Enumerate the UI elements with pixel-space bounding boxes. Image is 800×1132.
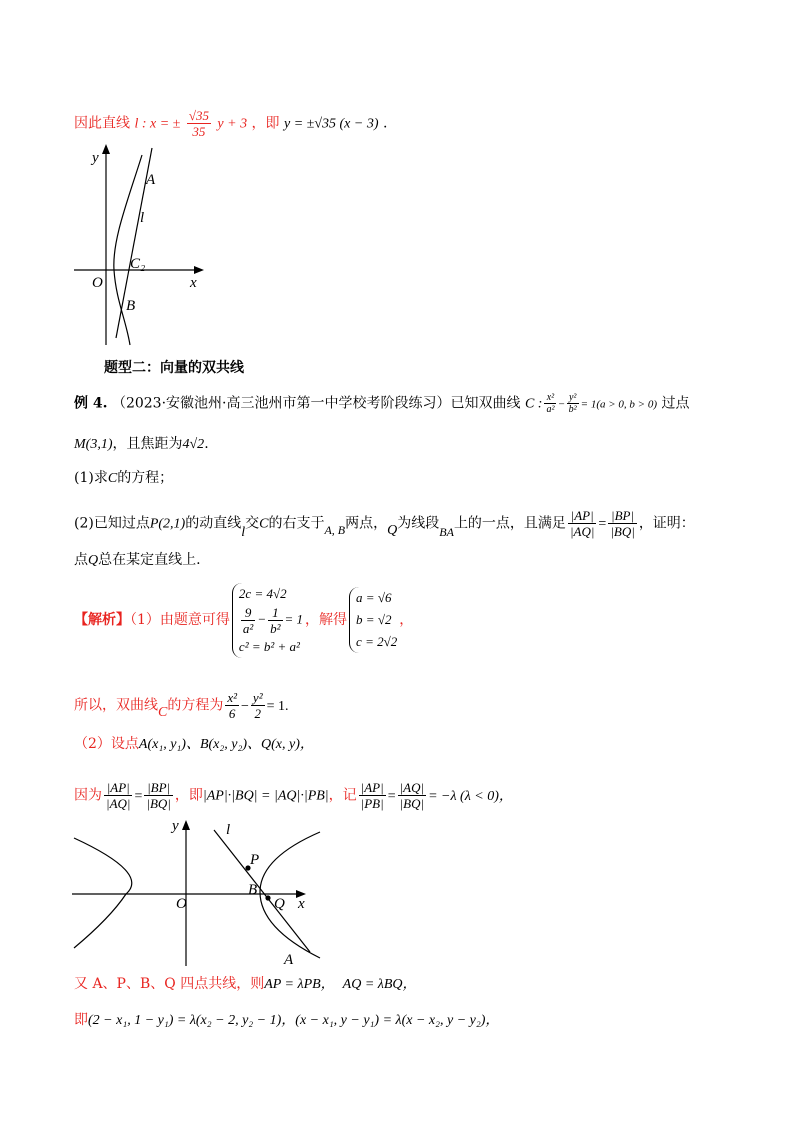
text: 两点， <box>345 515 388 532</box>
point-M: M(3,1) <box>74 437 113 452</box>
equation <box>223 690 289 721</box>
label-B: B <box>126 298 136 314</box>
equation: (x − x₁, y − y₁) = λ(x − x₂, y − y₂)， <box>295 1013 500 1028</box>
text: 因此直线 <box>74 115 130 132</box>
equation: (2 − x₁, 1 − y₁) = λ(x₂ − 2, y₂ − 1)， <box>88 1013 296 1028</box>
text: ，即 <box>251 115 280 132</box>
example-label: 例 4. <box>74 395 108 412</box>
numerator: |AP| <box>568 508 596 524</box>
var: Q <box>88 553 99 568</box>
condition: = 1(a > 0, b > 0) <box>580 398 658 411</box>
text: (1)求 <box>74 470 108 486</box>
hyperbola-branch <box>114 155 145 345</box>
text: （2）设点 <box>74 736 139 752</box>
var: A, B <box>324 522 346 537</box>
numerator: 9 <box>241 605 255 621</box>
fraction <box>359 780 386 811</box>
figure-hyperbola-line <box>70 818 330 968</box>
fraction <box>544 392 556 415</box>
text: （1）由题意可得 <box>130 612 230 628</box>
text: 因为 <box>74 787 102 804</box>
section-title: 题型二：向量的双共线 <box>104 360 244 376</box>
text: (2)已知过点 <box>74 515 150 532</box>
var: C <box>107 471 118 486</box>
text: （2023·安徽池州·高三池州市第一中学校考阶段练习）已知双曲线 <box>111 395 521 412</box>
denominator: |PB| <box>360 796 384 811</box>
denominator: |AQ| <box>569 524 595 539</box>
denominator: 6 <box>228 706 236 721</box>
system-of-equations <box>232 583 303 658</box>
text: ，即 <box>174 787 203 804</box>
denominator: 35 <box>192 124 206 139</box>
text: 交 <box>245 515 260 532</box>
numerator: 1 <box>268 605 282 621</box>
text: ， <box>399 612 414 628</box>
operator: − <box>241 698 249 714</box>
text: 上的一点，且满足 <box>453 515 566 532</box>
text: 为线段 <box>397 515 440 532</box>
x-axis-arrow <box>194 266 204 274</box>
operator: = <box>134 788 143 804</box>
fraction <box>568 508 596 539</box>
text: 的动直线 <box>185 515 242 532</box>
text: 过点 <box>661 395 690 412</box>
fraction <box>567 392 579 415</box>
solution-result <box>74 690 289 721</box>
label-l: l <box>226 822 231 838</box>
numerator: x² <box>227 690 238 705</box>
condition: = −λ (λ < 0)， <box>428 788 513 804</box>
text: ，且焦距为 <box>112 436 183 452</box>
denominator: |AQ| <box>106 796 131 811</box>
fraction <box>398 780 426 811</box>
equation: y = ±√35 (x − 3) <box>283 116 379 132</box>
label-O: O <box>92 275 103 291</box>
example-line-1 <box>74 392 689 415</box>
y-axis-arrow <box>182 820 190 830</box>
fraction <box>251 690 265 721</box>
text: 即 <box>74 1012 88 1028</box>
points: A(x₁, y₁)、B(x₂, y₂)、Q(x, y)， <box>138 737 314 752</box>
text: 又 A、P、B、Q 四点共线，则 <box>74 976 265 992</box>
label-A: A <box>146 172 156 188</box>
denominator: 2 <box>254 706 261 721</box>
fraction <box>608 508 636 539</box>
equation: c = 2√2 <box>356 634 398 649</box>
label-C2: C₂ <box>130 256 146 272</box>
numerator: |AP| <box>104 780 132 796</box>
numerator: |BP| <box>144 780 172 796</box>
solution-part-2 <box>74 734 314 755</box>
text: 总在某定直线上. <box>98 552 201 568</box>
denominator: |BQ| <box>610 524 635 539</box>
operator: = <box>598 516 607 532</box>
question-1 <box>74 468 173 489</box>
denominator: b² <box>270 620 281 636</box>
fraction <box>268 605 282 636</box>
denominator: a² <box>242 620 254 636</box>
numerator: |AP| <box>360 780 384 795</box>
vector-equation: AP = λPB， <box>264 977 335 992</box>
solution-part-1 <box>74 582 413 658</box>
label-x: x <box>298 896 305 912</box>
text: 的方程； <box>117 470 174 486</box>
operator: = 1. <box>266 698 289 714</box>
label-O: O <box>176 896 187 912</box>
fraction <box>241 605 255 636</box>
equation: 2c = 4√2 <box>238 585 287 601</box>
var: BA <box>439 524 454 539</box>
numerator: |AQ| <box>399 780 425 795</box>
text: ，记 <box>328 787 357 804</box>
denominator: a² <box>546 404 555 415</box>
equation: c² = b² + a² <box>238 638 300 654</box>
equation: a = √6 <box>356 590 392 605</box>
equation <box>239 605 303 636</box>
var: Q <box>387 522 398 538</box>
text: 的右支于 <box>268 515 325 532</box>
equation <box>357 780 513 811</box>
line-l <box>214 830 310 952</box>
question-2 <box>74 508 695 539</box>
text: 的方程为 <box>167 697 224 714</box>
text: 所以，双曲线 <box>74 697 158 714</box>
fraction <box>104 780 132 811</box>
equation: b = √2 <box>356 612 392 627</box>
text: 点 <box>74 552 88 568</box>
label-l: l <box>140 210 145 226</box>
text: ，解得 <box>305 612 348 628</box>
curve-name: C : <box>524 396 543 412</box>
hyperbola-right-branch <box>260 832 320 958</box>
solution-collinear <box>74 974 417 995</box>
var: C <box>259 516 269 532</box>
equation-part: l : x = ± <box>134 116 181 132</box>
equation <box>102 780 175 811</box>
line-conclusion <box>74 108 387 139</box>
operator: − <box>558 398 565 411</box>
numerator: x² <box>544 392 556 404</box>
equation: |AP|·|BQ| = |AQ|·|PB| <box>202 788 329 804</box>
denominator: |BQ| <box>399 796 425 811</box>
example-line-2 <box>74 434 209 455</box>
fraction <box>225 690 239 721</box>
solution-tag: 【解析】 <box>74 612 130 628</box>
equation-part: y + 3 <box>217 116 248 132</box>
fraction <box>144 780 172 811</box>
var: l <box>241 524 246 540</box>
label-P: P <box>250 852 260 868</box>
label-Q: Q <box>274 896 285 912</box>
solution-system <box>349 587 397 653</box>
numerator: y² <box>252 690 263 705</box>
operator: − <box>257 610 267 626</box>
text: ，证明： <box>638 515 695 532</box>
text: . <box>204 436 209 452</box>
figure-hyperbola-branch <box>70 140 210 350</box>
numerator: y² <box>567 392 579 404</box>
operator: = 1 <box>284 610 304 626</box>
label-B: B <box>248 882 258 898</box>
denominator: |BQ| <box>146 796 171 811</box>
question-2-cont <box>74 550 201 571</box>
solution-ratio <box>74 780 513 811</box>
label-A: A <box>284 952 294 968</box>
point-P: P(2,1) <box>149 516 186 532</box>
solution-coordinates <box>74 1010 499 1031</box>
numerator: √35 <box>188 108 209 123</box>
vector-equation: AQ = λBQ， <box>342 977 417 992</box>
denominator: b² <box>568 404 577 415</box>
label-y: y <box>92 150 99 166</box>
label-x: x <box>190 275 197 291</box>
numerator: |BP| <box>608 508 636 524</box>
text: . <box>382 115 388 132</box>
var: C <box>158 704 168 720</box>
operator: = <box>387 788 396 804</box>
value: 4√2 <box>182 437 205 452</box>
y-axis-arrow <box>102 144 110 154</box>
point-Q <box>265 895 270 900</box>
fraction <box>187 108 211 139</box>
hyperbola-left-branch <box>74 838 132 948</box>
label-y: y <box>172 818 179 834</box>
